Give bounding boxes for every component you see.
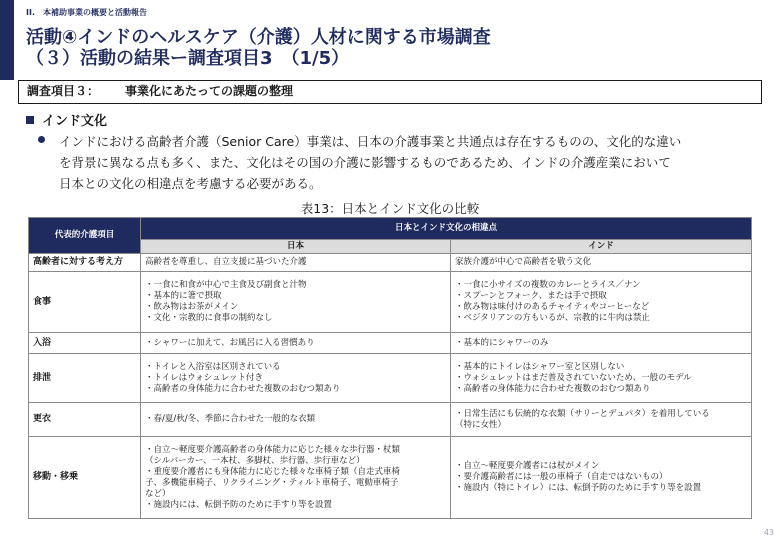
- title-line-2: （３）活動の結果ー調査項目3 （1/5）: [26, 48, 350, 69]
- title-line-1: 活動④インドのヘルスケア（介護）人材に関する市場調査: [26, 27, 491, 48]
- comparison-table: [28, 217, 752, 519]
- col-header-india: インド: [451, 240, 752, 254]
- survey-item-box: [18, 80, 762, 104]
- cell-line: ・ウォシュレットはまだ普及されていないため、一般のモデル: [455, 372, 692, 383]
- table-caption: 表13：日本とインド文化の比較: [300, 201, 480, 216]
- survey-item-text: 事業化にあたっての課題の整理: [125, 84, 294, 98]
- cell-line: ・施設内には、転倒予防のために手すり等を設置: [145, 499, 333, 510]
- cell-line: など）: [145, 488, 171, 499]
- cell-line: ・トイレと入浴室は区別されている: [145, 361, 281, 372]
- japan-cell: [141, 272, 451, 333]
- cell-line: ・一食に小サイズの複数のカレーとライス／ナン: [455, 280, 641, 290]
- intro-line: インドにおける高齢者介護（Senior Care）事業は、日本の介護事業と共通点は存在するものの、文化的な違い: [59, 134, 682, 149]
- square-bullet-icon: [26, 116, 34, 124]
- cell-line: ・ベジタリアンの方もいるが、宗教的に牛肉は禁止: [455, 313, 650, 323]
- india-cell: [451, 254, 752, 272]
- cell-line: ・自立～軽度要介護者には杖がメイン: [455, 461, 600, 471]
- cell-line: ・自立～軽度要介護高齢者の身体能力に応じた様々な歩行器・杖類: [145, 444, 401, 455]
- row-label: 移動・移乗: [29, 437, 141, 519]
- survey-item-label: 調査項目３：: [27, 84, 100, 98]
- cell-line: ・飲み物はお茶がメイン: [145, 302, 239, 312]
- col-header-japan: 日本: [141, 240, 451, 254]
- cell-line: ・シャワーに加えて、お風呂に入る習慣あり: [145, 337, 315, 348]
- cell-line: ・文化・宗教的に食事の制約なし: [145, 313, 273, 323]
- cell-line: 高齢者を尊重し、自立支援に基づいた介護: [145, 257, 307, 267]
- circle-bullet-icon: [38, 136, 45, 143]
- japan-cell: [141, 437, 451, 519]
- japan-cell: [141, 333, 451, 354]
- col-header-group: 日本とインド文化の相違点: [141, 218, 752, 240]
- cell-line: 子、多機能車椅子、リクライニング・ティルト車椅子、電動車椅子: [145, 477, 399, 488]
- cell-line: ・一食に和食が中心で主食及び副食と汁物: [145, 280, 307, 290]
- india-cell: [451, 354, 752, 403]
- table-row: [29, 354, 752, 403]
- section-heading-text: インド文化: [42, 114, 108, 129]
- table-row: [29, 272, 752, 333]
- intro-line: を背景に異なる点も多く、また、文化はその国の介護に影響するものであるため、インドの介護産業において: [59, 155, 671, 170]
- section-label: II. 本補助事業の概要と活動報告: [26, 8, 147, 17]
- table-header-row: [29, 218, 752, 240]
- cell-line: ・飲み物は味付けのあるチャイティやコーヒーなど: [455, 302, 650, 312]
- cell-line: ・高齢者の身体能力に合わせた複数のおむつ類あり: [455, 383, 651, 394]
- cell-line: 家族介護が中心で高齢者を敬う文化: [455, 257, 592, 267]
- row-label: 入浴: [29, 333, 141, 354]
- japan-cell: [141, 403, 451, 437]
- japan-cell: [141, 354, 451, 403]
- india-cell: [451, 403, 752, 437]
- row-label: 排泄: [29, 354, 141, 403]
- cell-line: ・要介護高齢者には一般の車椅子（自走ではないもの）: [455, 472, 668, 482]
- intro-line: 日本との文化の相違点を考慮する必要がある。: [59, 176, 322, 191]
- table-row: [29, 254, 752, 272]
- cell-line: ・高齢者の身体能力に合わせた複数のおむつ類あり: [145, 383, 341, 394]
- cell-line: （特に女性）: [455, 419, 507, 430]
- intro-text: [59, 131, 758, 194]
- cell-line: ・施設内（特にトイレ）には、転倒予防のために手すり等を設置: [455, 483, 702, 493]
- cell-line: ・日常生活にも伝統的な衣類（サリーとデュパタ）を着用している: [455, 408, 710, 419]
- col-header-item: 代表的介護項目: [29, 218, 141, 254]
- row-label: 食事: [29, 272, 141, 333]
- row-label: 更衣: [29, 403, 141, 437]
- table-row: [29, 333, 752, 354]
- intro-bullet: [38, 131, 758, 194]
- cell-line: ・基本的にシャワーのみ: [455, 337, 549, 348]
- india-cell: [451, 272, 752, 333]
- row-label: 高齢者に対する考え方: [29, 254, 141, 272]
- cell-line: （シルバーカー、一本杖、多脚杖、歩行器、歩行車など）: [145, 455, 365, 466]
- cell-line: ・トイレはウォシュレット付き: [145, 372, 263, 383]
- table-row: [29, 437, 752, 519]
- table-row: [29, 403, 752, 437]
- cell-line: ・基本的にトイレはシャワー室と区別しない: [455, 361, 625, 372]
- japan-cell: [141, 254, 451, 272]
- cell-line: ・スプーンとフォーク、または手で摂取: [455, 291, 607, 301]
- cell-line: ・基本的に箸で摂取: [145, 291, 222, 301]
- india-cell: [451, 437, 752, 519]
- india-cell: [451, 333, 752, 354]
- cell-line: ・重度要介護者にも身体能力に応じた様々な車椅子類（自走式車椅: [145, 466, 401, 477]
- cell-line: ・春/夏/秋/冬、季節に合わせた一般的な衣類: [145, 414, 316, 424]
- page-title: [26, 27, 491, 69]
- title-accent-bar: [0, 0, 14, 80]
- section-heading: [26, 110, 107, 129]
- page-number: 43: [763, 528, 774, 537]
